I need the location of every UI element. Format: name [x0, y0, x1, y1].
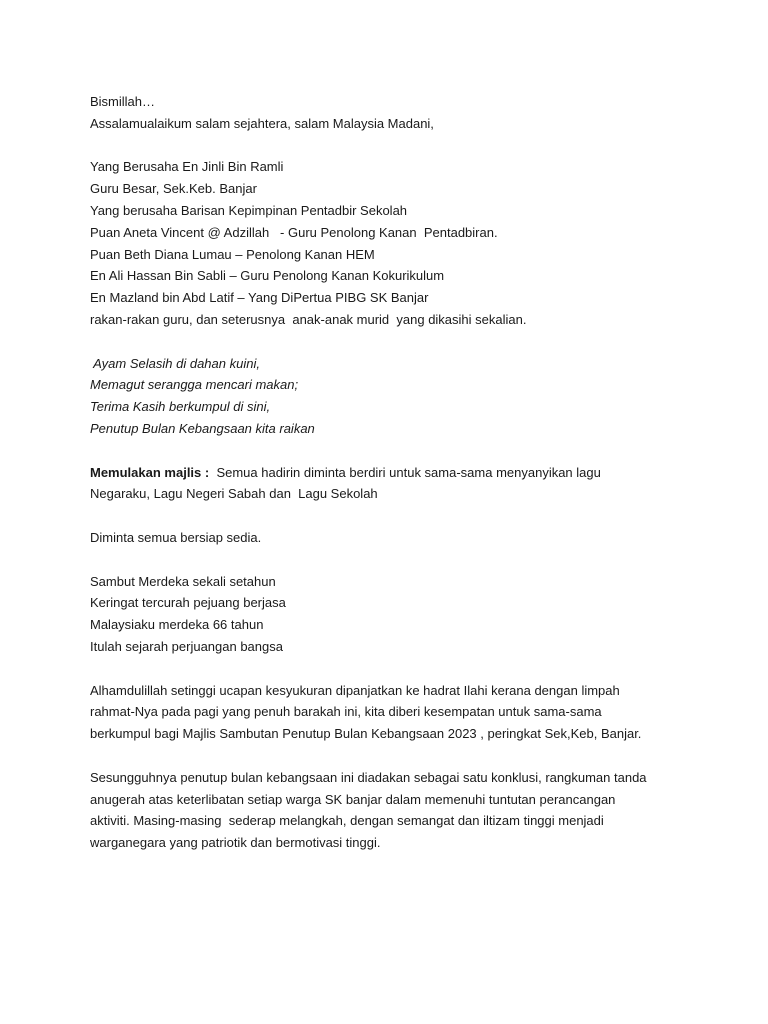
paragraph-line: anugerah atas keterlibatan setiap warga SK banjar dalam memenuhi tuntutan perancangan	[90, 791, 616, 807]
paragraph-alhamdulillah	[90, 680, 730, 745]
salutation-line: Yang berusaha Barisan Kepimpinan Pentadbir Sekolah	[90, 202, 408, 218]
paragraph-line: Alhamdulillah setinggi ucapan kesyukuran dipanjatkan ke hadrat Ilahi kerana dengan limpah	[90, 682, 620, 698]
majlis-line	[90, 462, 730, 484]
opening-line: Bismillah…	[90, 94, 156, 109]
ready-line: Diminta semua bersiap sedia.	[90, 529, 262, 545]
spacer	[90, 505, 730, 527]
paragraph-line: Sesungguhnya penutup bulan kebangsaan ini diadakan sebagai satu konklusi, rangkuman tanda	[90, 769, 647, 785]
salutation-line: Guru Besar, Sek.Keb. Banjar	[90, 181, 257, 197]
salutations-block	[90, 156, 730, 330]
pantun-opening	[90, 353, 730, 440]
spacer	[90, 440, 730, 462]
pantun-line: Malaysiaku merdeka 66 tahun	[90, 617, 264, 633]
pantun-line: Penutup Bulan Kebangsaan kita raikan	[90, 420, 315, 436]
paragraph-line: aktiviti. Masing-masing sederap melangkah, dengan semangat dan iltizam tinggi menjadi	[90, 813, 604, 829]
majlis-text: Semua hadirin diminta berdiri untuk sama-sama menyanyikan lagu	[209, 464, 601, 480]
pantun-line: Ayam Selasih di dahan kuini,	[90, 355, 260, 371]
salutation-line: Yang Berusaha En Jinli Bin Ramli	[90, 159, 284, 175]
spacer	[90, 658, 730, 680]
paragraph-line: rahmat-Nya pada pagi yang penuh barakah ini, kita diberi kesempatan untuk sama-sama	[90, 704, 602, 720]
spacer	[90, 549, 730, 571]
majlis-line: Negaraku, Lagu Negeri Sabah dan Lagu Sekolah	[90, 486, 378, 502]
salutation-line: Puan Beth Diana Lumau – Penolong Kanan HEM	[90, 246, 375, 262]
salutation-line: En Ali Hassan Bin Sabli – Guru Penolong Kanan Kokurikulum	[90, 268, 445, 284]
pantun-line: Keringat tercurah pejuang berjasa	[90, 595, 286, 611]
paragraph-line: warganegara yang patriotik dan bermotivasi tinggi.	[90, 835, 381, 851]
salutation-line: Puan Aneta Vincent @ Adzillah - Guru Penolong Kanan Pentadbiran.	[90, 224, 498, 240]
pantun-line: Sambut Merdeka sekali setahun	[90, 573, 276, 589]
pantun-line: Itulah sejarah perjuangan bangsa	[90, 638, 283, 654]
spacer	[90, 331, 730, 353]
salutation-line: rakan-rakan guru, dan seterusnya anak-anak murid yang dikasihi sekalian.	[90, 311, 527, 327]
opening-block	[90, 91, 730, 135]
pantun-merdeka	[90, 571, 730, 658]
majlis-label: Memulakan majlis :	[90, 464, 210, 480]
salutation-line: En Mazland bin Abd Latif – Yang DiPertua PIBG SK Banjar	[90, 290, 429, 306]
pantun-line: Memagut serangga mencari makan;	[90, 377, 299, 393]
pantun-line: Terima Kasih berkumpul di sini,	[90, 399, 271, 415]
paragraph-sesungguhnya	[90, 767, 730, 854]
majlis-block	[90, 462, 730, 506]
paragraph-line: berkumpul bagi Majlis Sambutan Penutup Bulan Kebangsaan 2023 , peringkat Sek,Keb, Banjar.	[90, 726, 642, 742]
spacer	[90, 745, 730, 767]
opening-line: Assalamualaikum salam sejahtera, salam Malaysia Madani,	[90, 115, 434, 131]
spacer	[90, 135, 730, 157]
document-page	[90, 91, 730, 854]
